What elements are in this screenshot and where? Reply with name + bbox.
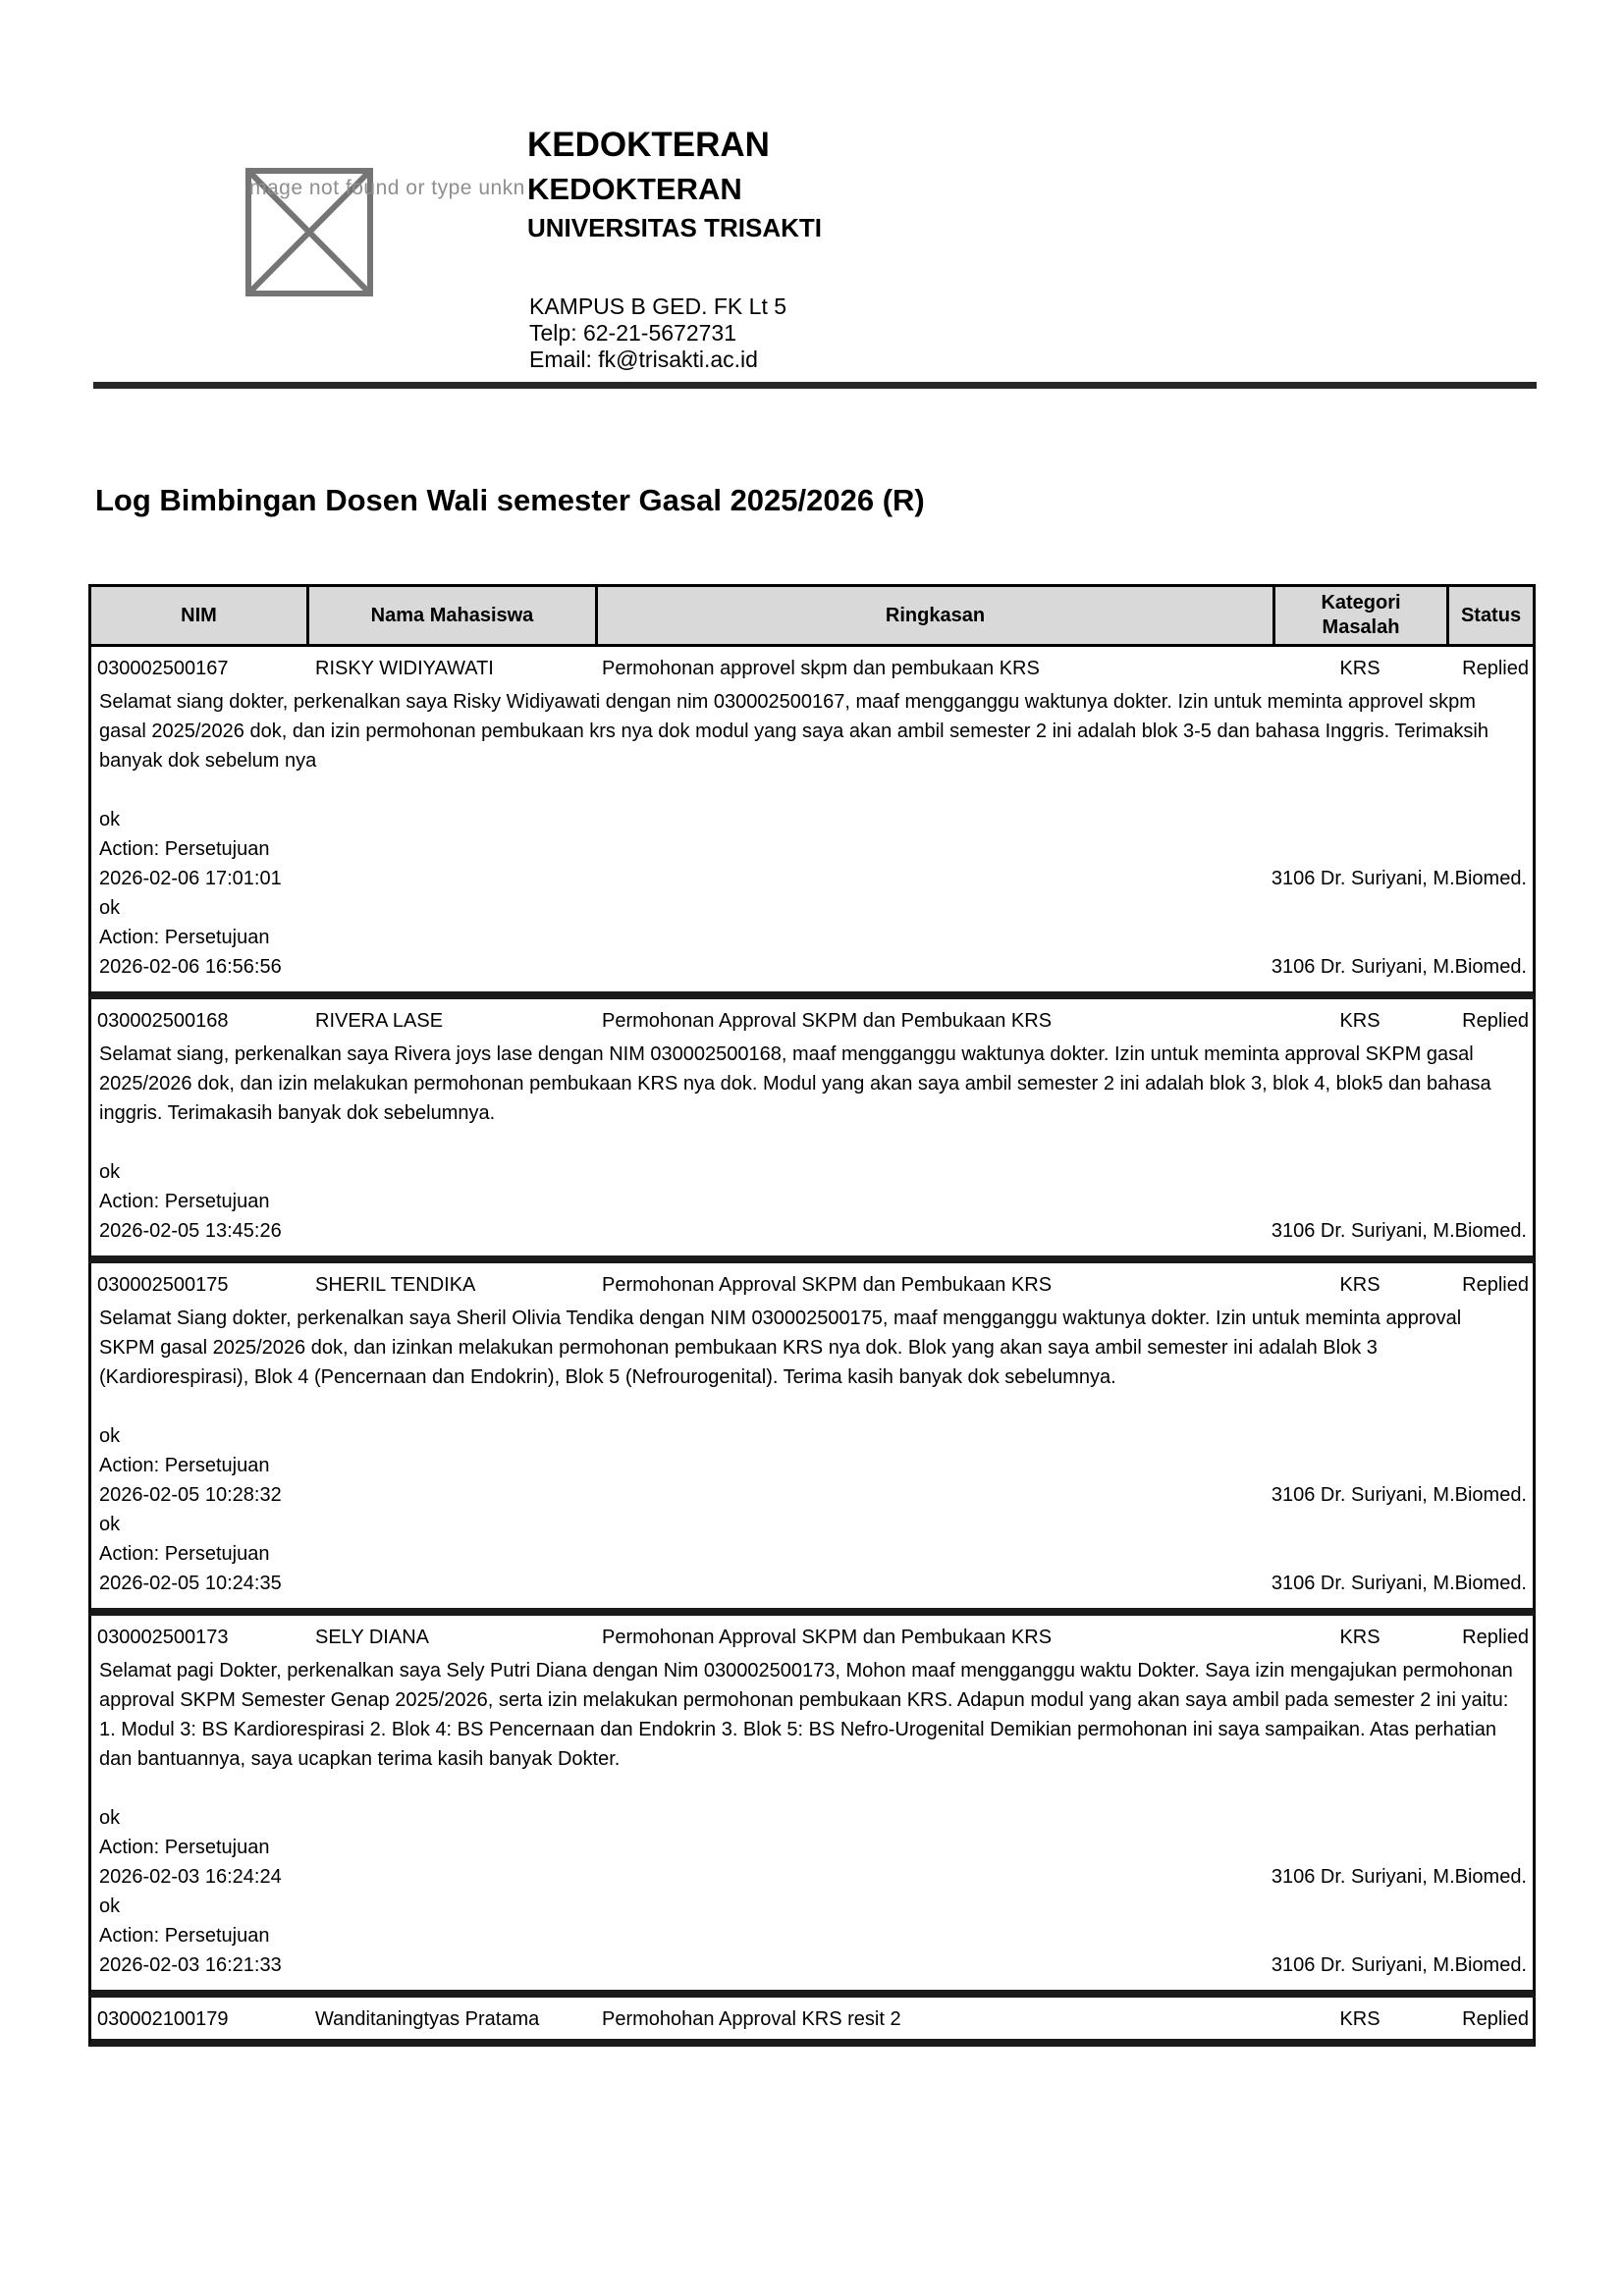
- student-message: Selamat siang, perkenalkan saya Rivera joys lase dengan NIM 030002500168, maaf mengganggu waktunya dokter. Izin untuk meminta approval SKPM gasal 2025/2026 dok, dan izin melakukan permohonan pembukaan KRS nya dok. Modul yang akan saya ambil semester 2 ini adalah blok 3, blok 4, blok5 dan bahasa inggris. Terimakasih banyak dok sebelumnya.: [99, 1043, 1491, 1124]
- record-summary-row: [91, 1998, 1533, 2039]
- advisor-name: 3106 Dr. Suriyani, M.Biomed.: [1271, 1484, 1527, 1506]
- action-entry: [91, 1892, 1533, 1980]
- reply-text: ok: [99, 809, 121, 830]
- action-text: Action: Persetujuan: [99, 1455, 270, 1476]
- table-row: [88, 1998, 1536, 2047]
- status-value: Replied: [1462, 1010, 1529, 1032]
- record-summary-row: [91, 1263, 1533, 1299]
- timestamp: 2026-02-06 16:56:56: [99, 956, 282, 978]
- student-message: Selamat siang dokter, perkenalkan saya Risky Widiyawati dengan nim 030002500167, maaf mengganggu waktunya dokter. Izin untuk meminta approvel skpm gasal 2025/2026 dok, dan izin permohonan pembukaan krs nya dok modul yang saya akan ambil semester 2 ini adalah blok 3-5 dan bahasa Inggris. Terimaksih banyak dok sebelum nya: [99, 691, 1489, 772]
- faculty-name-line1: KEDOKTERAN: [527, 126, 770, 164]
- status-value: Replied: [1462, 1274, 1529, 1296]
- action-entry: [91, 1510, 1533, 1598]
- category-value: KRS: [1339, 1274, 1380, 1296]
- summary-text: Permohonan Approval SKPM dan Pembukaan KRS: [602, 1274, 1053, 1296]
- reply-text: ok: [99, 897, 121, 919]
- image-not-found-text: mage not found or type unkn: [249, 177, 525, 199]
- action-log: [91, 1157, 1533, 1255]
- action-entry: [91, 1421, 1533, 1510]
- action-text: Action: Persetujuan: [99, 1543, 270, 1565]
- record-summary-row: [91, 1616, 1533, 1651]
- reply-text: ok: [99, 1807, 121, 1829]
- university-name: UNIVERSITAS TRISAKTI: [527, 213, 822, 242]
- category-value: KRS: [1339, 1010, 1380, 1032]
- timestamp: 2026-02-05 10:24:35: [99, 1573, 282, 1594]
- email-line: Email: fk@trisakti.ac.id: [529, 347, 758, 372]
- header-divider: [93, 382, 1537, 389]
- student-name: SHERIL TENDIKA: [315, 1274, 476, 1296]
- category-value: KRS: [1339, 2008, 1380, 2030]
- student-name: Wanditaningtyas Pratama: [315, 2008, 540, 2030]
- action-text: Action: Persetujuan: [99, 1191, 270, 1212]
- action-text: Action: Persetujuan: [99, 1837, 270, 1858]
- student-name: RIVERA LASE: [315, 1010, 444, 1032]
- status-value: Replied: [1462, 658, 1529, 679]
- category-value: KRS: [1339, 1627, 1380, 1648]
- action-entry: [91, 1803, 1533, 1892]
- page-title: Log Bimbingan Dosen Wali semester Gasal 2025/2026 (R): [95, 483, 925, 517]
- action-text: Action: Persetujuan: [99, 1925, 270, 1947]
- reply-text: ok: [99, 1161, 121, 1183]
- status-value: Replied: [1462, 1627, 1529, 1648]
- student-name: SELY DIANA: [315, 1627, 429, 1648]
- log-table: [88, 584, 1536, 2047]
- table-row: [88, 1616, 1536, 1998]
- advisor-name: 3106 Dr. Suriyani, M.Biomed.: [1271, 1220, 1527, 1242]
- record-summary-row: [91, 647, 1533, 682]
- reply-text: ok: [99, 1896, 121, 1917]
- action-log: [91, 1421, 1533, 1608]
- advisor-name: 3106 Dr. Suriyani, M.Biomed.: [1271, 956, 1527, 978]
- column-header-kategori: [1275, 587, 1449, 644]
- nim-value: 030002500175: [97, 1274, 229, 1296]
- timestamp-row: [91, 1569, 1533, 1598]
- summary-text: Permohonan Approval SKPM dan Pembukaan KRS: [602, 1627, 1053, 1648]
- nim-value: 030002500167: [97, 658, 229, 679]
- student-name: RISKY WIDIYAWATI: [315, 658, 494, 679]
- column-header-kategori-label: Kategori Masalah: [1321, 592, 1401, 638]
- timestamp-row: [91, 1950, 1533, 1980]
- action-text: Action: Persetujuan: [99, 927, 270, 948]
- column-header-nama: Nama Mahasiswa: [309, 587, 598, 644]
- timestamp-row: [91, 864, 1533, 893]
- campus-address: KAMPUS B GED. FK Lt 5: [529, 294, 787, 319]
- action-entry: [91, 893, 1533, 982]
- faculty-name-line2: KEDOKTERAN: [527, 172, 742, 206]
- action-log: [91, 1803, 1533, 1990]
- nim-value: 030002500173: [97, 1627, 229, 1648]
- student-message: Selamat Siang dokter, perkenalkan saya Sheril Olivia Tendika dengan NIM 030002500175, maaf mengganggu waktunya dokter. Izin untuk meminta approval SKPM gasal 2025/2026 dok, dan izinkan melakukan permohonan pembukaan KRS nya dok. Blok yang akan saya ambil semester ini adalah Blok 3 (Kardiorespirasi), Blok 4 (Pencernaan dan Endokrin), Blok 5 (Nefrourogenital). Terima kasih banyak dok sebelumnya.: [99, 1308, 1462, 1388]
- timestamp-row: [91, 1862, 1533, 1892]
- phone-line: Telp: 62-21-5672731: [529, 320, 736, 346]
- action-entry: [91, 805, 1533, 893]
- advisor-name: 3106 Dr. Suriyani, M.Biomed.: [1271, 868, 1527, 889]
- advisor-name: 3106 Dr. Suriyani, M.Biomed.: [1271, 1954, 1527, 1976]
- action-entry: [91, 1157, 1533, 1246]
- timestamp: 2026-02-06 17:01:01: [99, 868, 282, 889]
- timestamp-row: [91, 1480, 1533, 1510]
- advisor-name: 3106 Dr. Suriyani, M.Biomed.: [1271, 1866, 1527, 1888]
- timestamp: 2026-02-05 13:45:26: [99, 1220, 282, 1242]
- table-row: [88, 999, 1536, 1263]
- nim-value: 030002500168: [97, 1010, 229, 1032]
- table-row: [88, 647, 1536, 999]
- student-message: Selamat pagi Dokter, perkenalkan saya Sely Putri Diana dengan Nim 030002500173, Mohon maaf mengganggu waktu Dokter. Saya izin mengajukan permohonan approval SKPM Semester Genap 2025/2026, serta izin melakukan permohonan pembukaan KRS. Adapun modul yang akan saya ambil pada semester 2 ini yaitu: 1. Modul 3: BS Kardiorespirasi 2. Blok 4: BS Pencernaan dan Endokrin 3. Blok 5: BS Nefro-Urogenital Demikian permohonan ini saya sampaikan. Atas perhatian dan bantuannya, saya ucapkan terima kasih banyak Dokter.: [99, 1660, 1513, 1770]
- timestamp-row: [91, 952, 1533, 982]
- column-header-ringkasan: Ringkasan: [598, 587, 1275, 644]
- column-header-nim: NIM: [91, 587, 309, 644]
- summary-text: Permohonan Approval SKPM dan Pembukaan KRS: [602, 1010, 1053, 1032]
- table-row: [88, 1263, 1536, 1616]
- reply-text: ok: [99, 1425, 121, 1447]
- category-value: KRS: [1339, 658, 1380, 679]
- timestamp: 2026-02-05 10:28:32: [99, 1484, 282, 1506]
- timestamp: 2026-02-03 16:24:24: [99, 1866, 282, 1888]
- advisor-name: 3106 Dr. Suriyani, M.Biomed.: [1271, 1573, 1527, 1594]
- timestamp: 2026-02-03 16:21:33: [99, 1954, 282, 1976]
- action-log: [91, 805, 1533, 991]
- column-header-status: Status: [1460, 604, 1522, 626]
- record-summary-row: [91, 999, 1533, 1035]
- table-header-row: [88, 584, 1536, 647]
- action-text: Action: Persetujuan: [99, 838, 270, 860]
- timestamp-row: [91, 1216, 1533, 1246]
- summary-text: Permohohan Approval KRS resit 2: [602, 2008, 901, 2030]
- reply-text: ok: [99, 1514, 121, 1535]
- summary-text: Permohonan approvel skpm dan pembukaan KRS: [602, 658, 1040, 679]
- nim-value: 030002100179: [97, 2008, 229, 2030]
- status-value: Replied: [1462, 2008, 1529, 2030]
